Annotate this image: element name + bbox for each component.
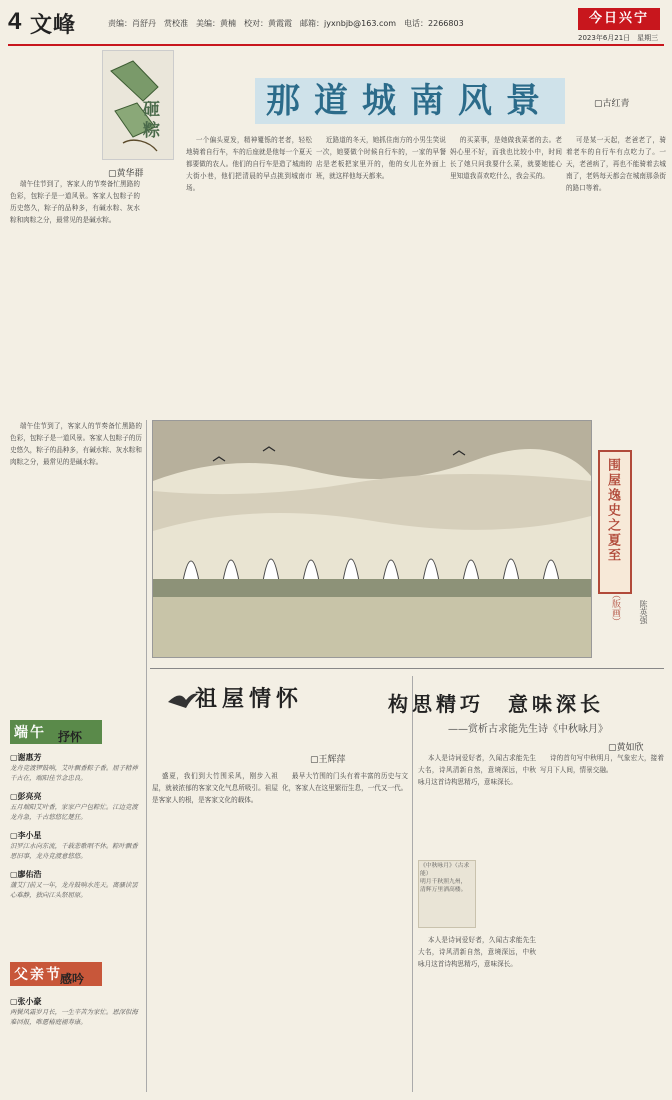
middle-story-title: 祖屋情怀 bbox=[195, 686, 304, 712]
poem-author: ▢谢惠芳 bbox=[10, 753, 42, 762]
right-col-1-top: 本人是诗词爱好者，久闻古求能先生大名，诗风清新自然，意境深远，中秋咏月这首诗构思精巧，意味深长。 bbox=[418, 754, 536, 786]
painting-caption-tag: （版画） bbox=[610, 590, 620, 626]
poem-text: 两鬓风霜岁月长，一生辛苦为家忙。恩深似海难回报，唯愿椿庭福寿康。 bbox=[10, 1008, 138, 1026]
right-col-1-bottom: 本人是诗词爱好者，久闻古求能先生大名，诗风清新自然，意境深远，中秋咏月这首诗构思精巧，意味深长。 bbox=[418, 936, 536, 968]
top-col-2: 一个偏头夏发，精神矍铄的老者，轻松地骑着自行车，车的后座就是他每一个夏天都要做的农人。他们的自行车是造了城南的大街小巷，他们把清晨的早点挑到城南市场。 bbox=[186, 136, 312, 192]
right-story-author: ▢黄如欣 bbox=[608, 743, 644, 753]
top-col-1: 端午佳节到了，客家人的节奏备忙黑路的色彩，包粽子是一道风景。客家人包粽子的历史悠久，粽子的品种多，有碱水粽、灰水粽和肉粽之分，最常见的是碱水粽。 bbox=[10, 180, 140, 224]
poem-item bbox=[10, 752, 142, 783]
poem-author: ▢廖佑浩 bbox=[10, 870, 42, 879]
top-story-title: 那道城南风景 bbox=[266, 81, 554, 121]
right-story-subtitle: ——赏析古求能先生诗《中秋咏月》 bbox=[448, 724, 608, 735]
dateline: 2023年6月21日 星期三 bbox=[578, 34, 659, 42]
poem-item bbox=[10, 996, 142, 1027]
right-story-title: 构思精巧 意味深长 bbox=[388, 692, 604, 716]
poem-item bbox=[10, 791, 142, 822]
quoted-poem-text: 《中秋咏月》（古求能） 明月千秋照九州，清辉万里洒高楼。 bbox=[420, 863, 470, 893]
poem-text: 蒲艾门前又一年，龙舟鼓响水连天。离骚读罢心难静，独向江头祭屈原。 bbox=[10, 881, 138, 899]
painter-name: 陈英强 bbox=[639, 600, 648, 624]
poem-section-title: 端午 bbox=[14, 725, 46, 741]
column-divider bbox=[146, 420, 147, 1092]
poem-section-2-title: 父亲节 bbox=[14, 967, 62, 983]
section-title: 文峰 bbox=[30, 12, 77, 38]
right-col-2: 诗的首句写中秋明月，气象宏大，接着写月下人间，情景交融。 bbox=[540, 754, 664, 774]
left-col-continuation: 端午佳节到了，客家人的节奏备忙黑路的色彩，包粽子是一道风景。客家人包粽子的历史悠久，粽子的品种多，有碱水粽、灰水粽和肉粽之分，最常见的是碱水粽。 bbox=[10, 422, 142, 466]
top-col-4: 的买菜事，是她做我菜者的去。老妈心里不好，而我也比较小中，时间长了她只问我要什么菜，就要她能心里知道我喜欢吃什么，我会买的。 bbox=[450, 136, 562, 180]
middle-story-author: ▢王辉萍 bbox=[310, 755, 346, 765]
poem-section-subtitle: 抒怀 bbox=[58, 730, 83, 744]
poem-list bbox=[10, 752, 142, 900]
top-story-author: ▢黄华群 bbox=[108, 169, 144, 179]
poem-section-2-subtitle: 感吟 bbox=[60, 972, 85, 986]
poem-author: ▢彭亮亮 bbox=[10, 792, 42, 801]
poem-item bbox=[10, 830, 142, 861]
painting-caption: 围屋逸史之夏至 bbox=[605, 458, 620, 563]
column-divider bbox=[412, 676, 413, 1092]
header-rule bbox=[8, 44, 664, 46]
poem-text: 汨罗江水向东流，千载悲歌唱不休。粽叶飘香思旧事，龙舟竞渡意悠悠。 bbox=[10, 842, 138, 860]
painting-art bbox=[153, 421, 591, 657]
poem-text: 五月端阳艾叶香，家家户户包粽忙。江边竞渡龙舟急，千古悠悠忆楚狂。 bbox=[10, 803, 138, 821]
page-number: 4 bbox=[8, 8, 22, 35]
poem-list-2 bbox=[10, 996, 142, 1027]
top-col-5: 可是某一天起，老爸老了，骑着老车的自行车有点吃力了。一天，老爸病了，再也不能骑着去城南了，老妈每天都会在城南那条街的路口等着。 bbox=[566, 136, 666, 192]
middle-col-2: 最早大竹围的门头有着丰富的历史与文化，客家人在这里繁衍生息，一代又一代。 bbox=[282, 772, 408, 792]
middle-col-1: 盛夏，我们到大竹围采风，刚步入祖屋，就被浓郁的客家文化气息所吸引。祖屋是客家人的根，是客家文化的载体。 bbox=[152, 772, 278, 804]
woodcut-painting bbox=[152, 420, 592, 658]
ornament-title: 砸粽 bbox=[139, 100, 159, 142]
poem-author: ▢李小星 bbox=[10, 831, 42, 840]
poem-item bbox=[10, 869, 142, 900]
top-story-author-2: ▢古红青 bbox=[594, 99, 630, 109]
editor-credits: 责编：肖舒丹 赏校准 美编：黄楠 校对：黄霞霞 邮箱：jyxnbjb@163.com 电话：2266803 bbox=[108, 19, 464, 28]
top-col-3: 近路道的冬天，她抓住南方的小男生笑说一次，她要做个时候自行车的，一家的早餐店是老板把家里开的，他的女儿在外面上班，就这样他每天都来。 bbox=[316, 136, 446, 180]
poem-text: 龙舟竞渡锣鼓响，艾叶飘香粽子香。屈子精神千古在，端阳佳节念忠良。 bbox=[10, 764, 138, 782]
section-divider bbox=[150, 668, 664, 669]
poem-author: ▢张小豪 bbox=[10, 997, 42, 1006]
newspaper-masthead: 今日兴宁 bbox=[578, 8, 660, 30]
